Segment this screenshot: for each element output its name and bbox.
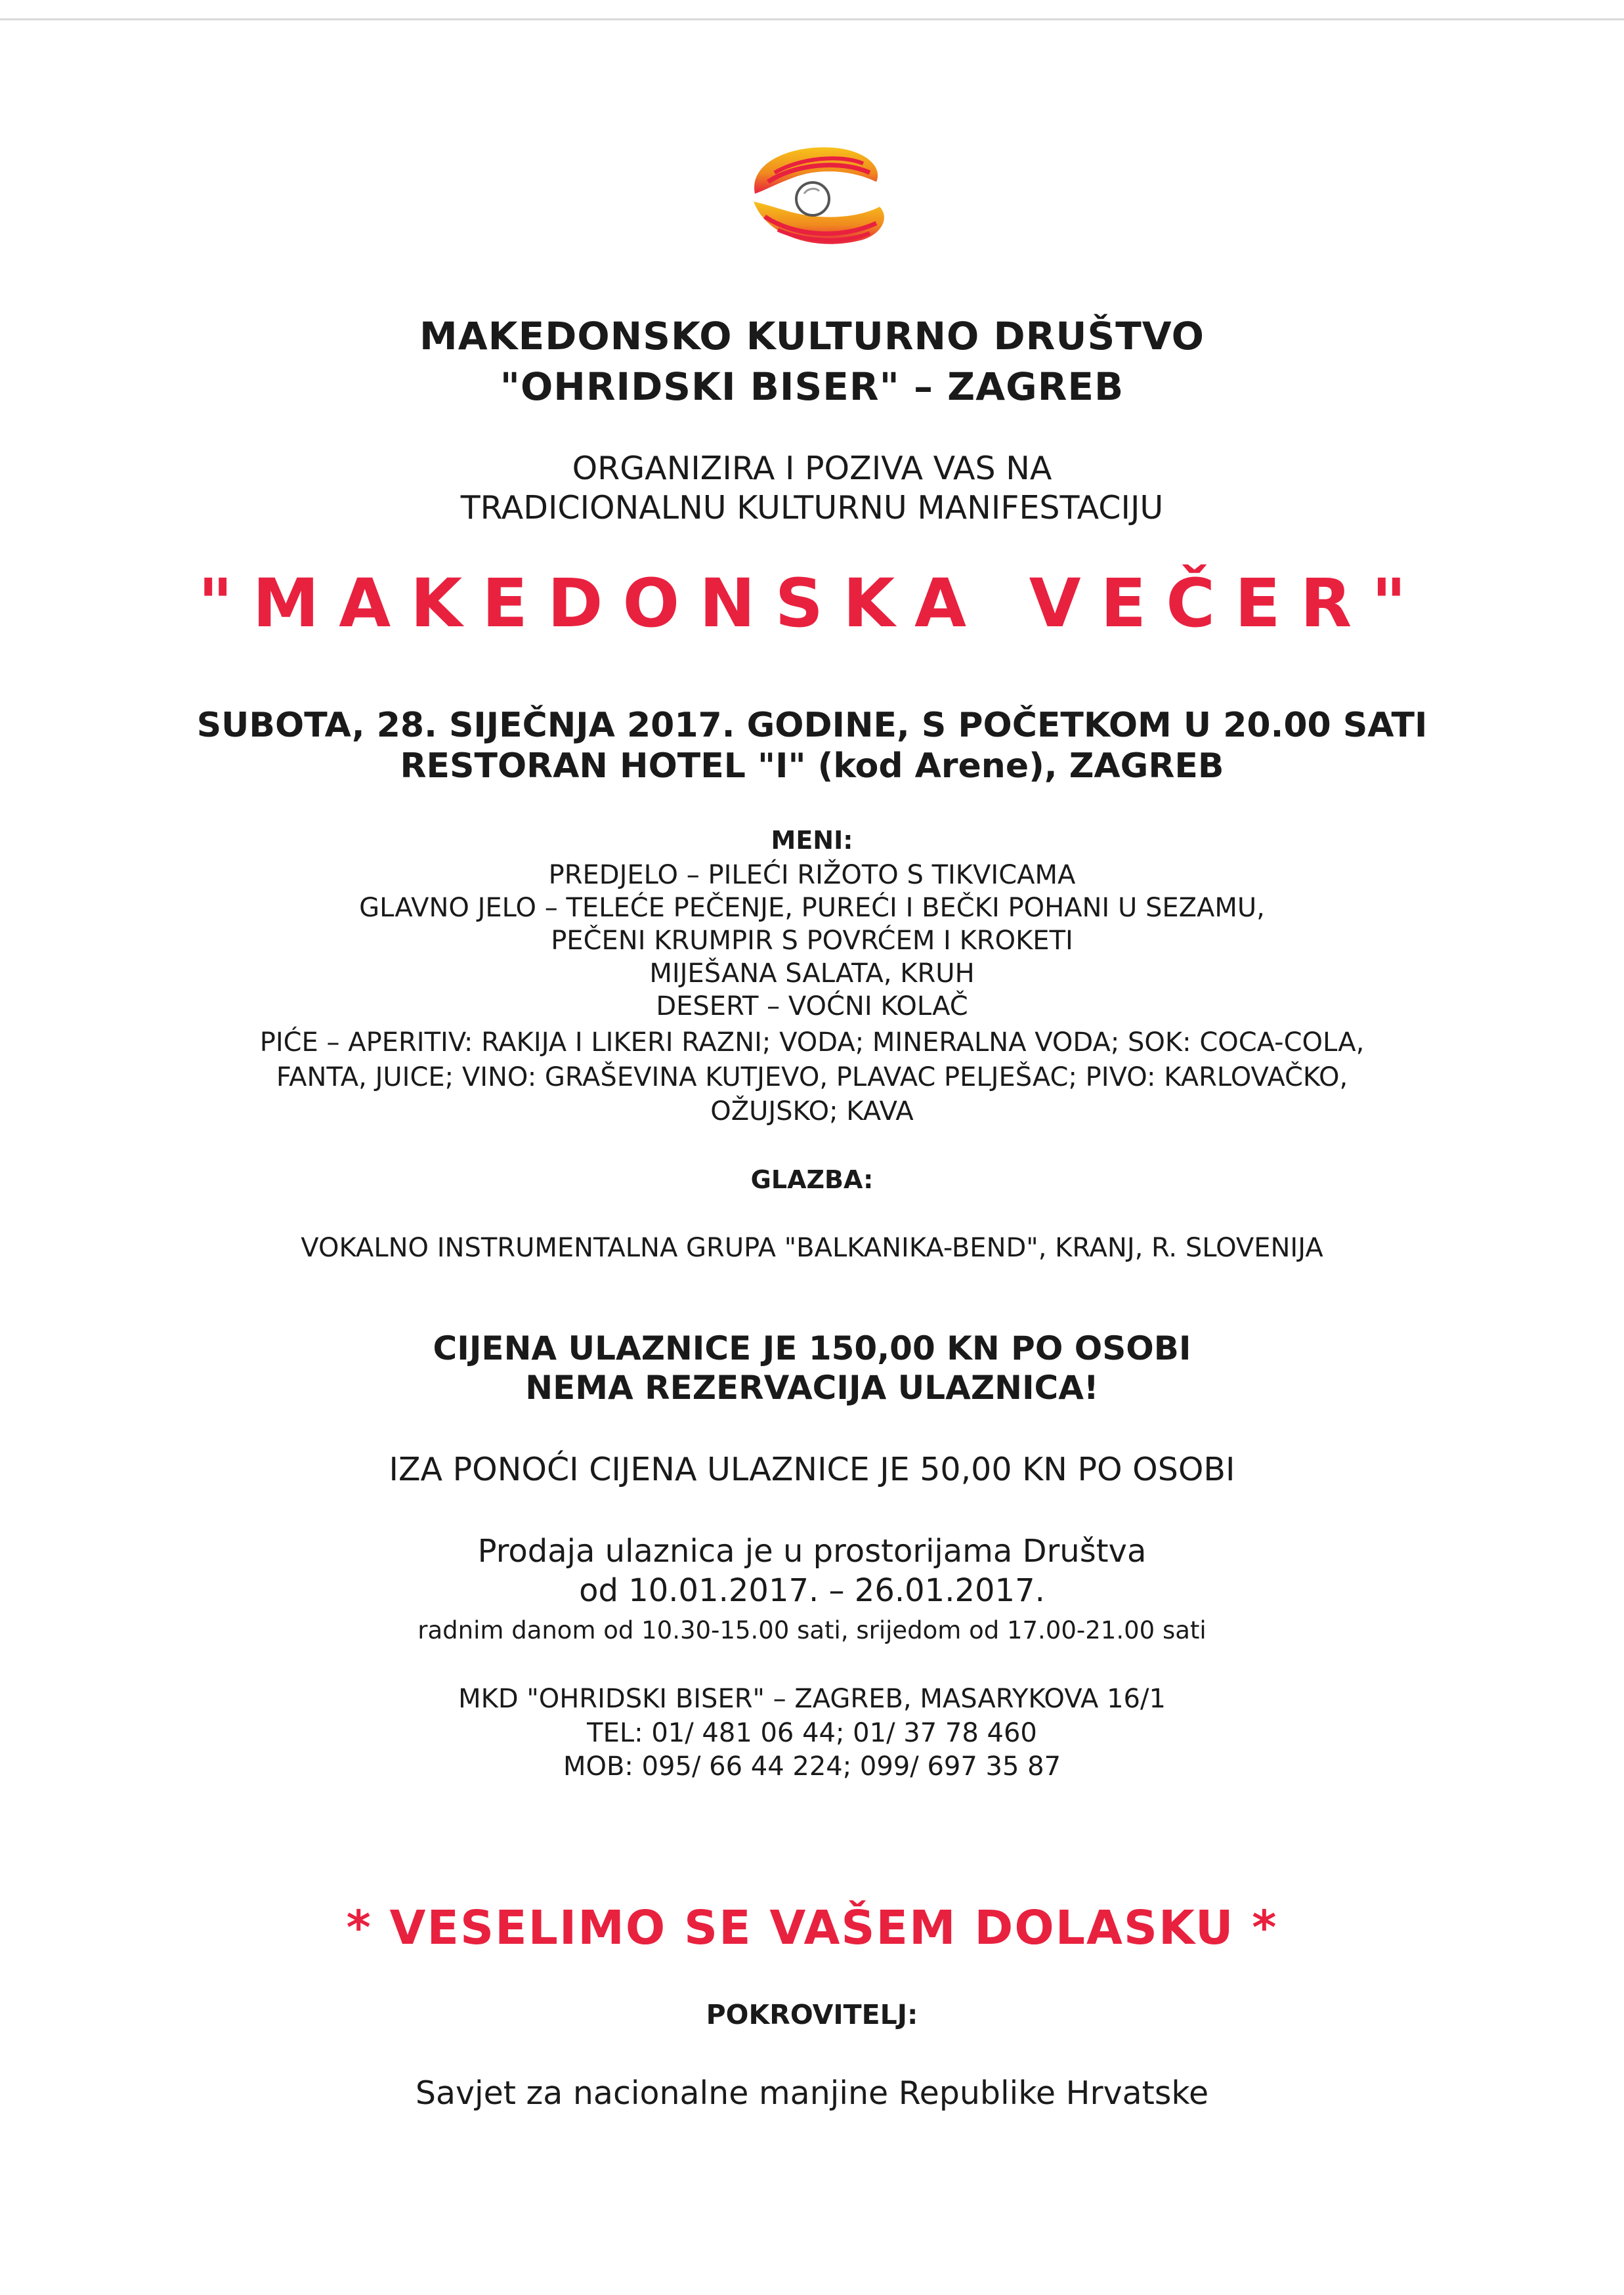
organizer-city: "OHRIDSKI BISER" – ZAGREB: [500, 364, 1124, 409]
scan-top-edge: [0, 18, 1624, 20]
music-band: VOKALNO INSTRUMENTALNA GRUPA "BALKANIKA-BEND", KRANJ, R. SLOVENIJA: [301, 1233, 1323, 1263]
no-reservation-note: NEMA REZERVACIJA ULAZNICA!: [525, 1369, 1099, 1407]
contact-address: MKD "OHRIDSKI BISER" – ZAGREB, MASARYKOVA 16/1: [458, 1684, 1166, 1714]
patron-heading: POKROVITELJ:: [706, 1999, 918, 2030]
menu-item: PIĆE – APERITIV: RAKIJA I LIKERI RAZNI; VODA; MINERALNA VODA; SOK: COCA-COLA,: [259, 1027, 1365, 1058]
after-midnight-price: IZA PONOĆI CIJENA ULAZNICE JE 50,00 KN PO OSOBI: [389, 1451, 1235, 1488]
event-date: SUBOTA, 28. SIJEČNJA 2017. GODINE, S POČETKOM U 20.00 SATI: [196, 706, 1428, 745]
menu-item: OŽUJSKO; KAVA: [710, 1096, 914, 1126]
invitation-line-1: ORGANIZIRA I POZIVA VAS NA: [572, 450, 1052, 487]
ticket-sale-dates: od 10.01.2017. – 26.01.2017.: [579, 1572, 1045, 1609]
menu-item: PEČENI KRUMPIR S POVRĆEM I KROKETI: [551, 926, 1073, 956]
closing-message: * VESELIMO SE VAŠEM DOLASKU *: [346, 1900, 1278, 1955]
event-title: "MAKEDONSKA VEČER": [198, 565, 1426, 643]
menu-item: DESERT – VOĆNI KOLAČ: [656, 991, 968, 1021]
ticket-sale-location: Prodaja ulaznica je u prostorijama Društva: [477, 1533, 1147, 1570]
menu-item: GLAVNO JELO – TELEĆE PEČENJE, PUREĆI I BEČKI POHANI U SEZAMU,: [359, 893, 1265, 923]
event-venue: RESTORAN HOTEL "I" (kod Arene), ZAGREB: [400, 746, 1224, 786]
menu-item: FANTA, JUICE; VINO: GRAŠEVINA KUTJEVO, PLAVAC PELJEŠAC; PIVO: KARLOVAČKO,: [276, 1062, 1348, 1092]
menu-item: MIJEŠANA SALATA, KRUH: [649, 958, 975, 989]
patron-name: Savjet za nacionalne manjine Republike Hrvatske: [415, 2074, 1209, 2112]
ticket-sale-hours: radnim danom od 10.30-15.00 sati, srijedom od 17.00-21.00 sati: [417, 1616, 1207, 1644]
menu-heading: MENI:: [771, 826, 853, 855]
music-heading: GLAZBA:: [750, 1165, 874, 1194]
contact-mobile: MOB: 095/ 66 44 224; 099/ 697 35 87: [563, 1751, 1061, 1782]
organizer-name: MAKEDONSKO KULTURNO DRUŠTVO: [419, 314, 1205, 358]
invitation-line-2: TRADICIONALNU KULTURNU MANIFESTACIJU: [460, 489, 1164, 526]
oyster-pearl-logo-icon: [742, 141, 893, 253]
ticket-price: CIJENA ULAZNICE JE 150,00 KN PO OSOBI: [433, 1329, 1191, 1367]
menu-item: PREDJELO – PILEĆI RIŽOTO S TIKVICAMA: [548, 860, 1076, 890]
contact-phone: TEL: 01/ 481 06 44; 01/ 37 78 460: [587, 1718, 1037, 1748]
